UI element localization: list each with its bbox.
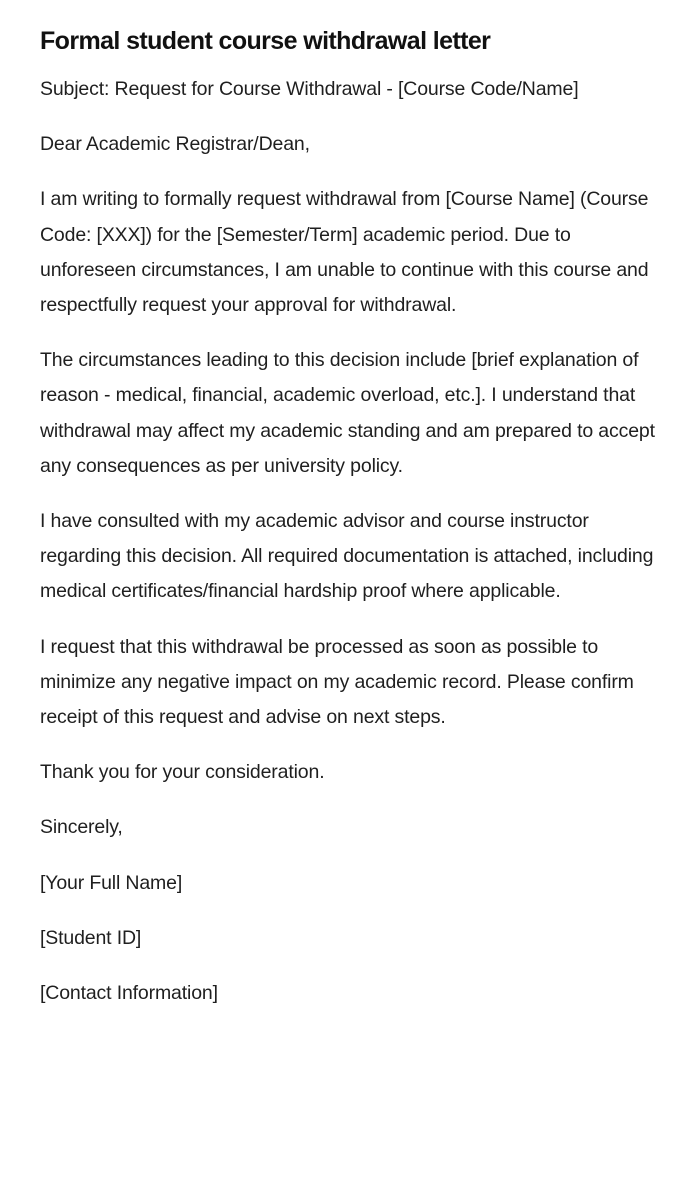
document-title: Formal student course withdrawal letter bbox=[40, 27, 491, 55]
body-paragraph-processing: I request that this withdrawal be processed as soon as possible to minimize any negative impact on my academic record. Please confirm receipt of this request and advise on next steps. bbox=[40, 635, 634, 729]
closing: Sincerely, bbox=[40, 816, 123, 839]
signature-student-id: [Student ID] bbox=[40, 926, 142, 949]
body-paragraph-circumstances: The circumstances leading to this decision include [brief explanation of reason - medical, financial, academic overload, etc.]. I understand that withdrawal may affect my academic standing and am prepared to accept any consequences as per university policy. bbox=[40, 349, 655, 477]
thanks-line: Thank you for your consideration. bbox=[40, 761, 325, 784]
signature-name: [Your Full Name] bbox=[40, 871, 183, 894]
salutation: Dear Academic Registrar/Dean, bbox=[40, 133, 310, 156]
body-paragraph-request: I am writing to formally request withdrawal from [Course Name] (Course Code: [XXX]) for the [Semester/Term] academic period. Due to unforeseen circumstances, I am unable to continue with this course and respectfully request your approval for withdrawal. bbox=[40, 188, 649, 317]
subject-line: Subject: Request for Course Withdrawal - [Course Code/Name] bbox=[40, 78, 579, 100]
signature-contact: [Contact Information] bbox=[40, 982, 218, 1005]
body-paragraph-consultation: I have consulted with my academic advisor and course instructor regarding this decision. All required documentation is attached, including medical certificates/financial hardship proof where applicable. bbox=[40, 510, 654, 603]
